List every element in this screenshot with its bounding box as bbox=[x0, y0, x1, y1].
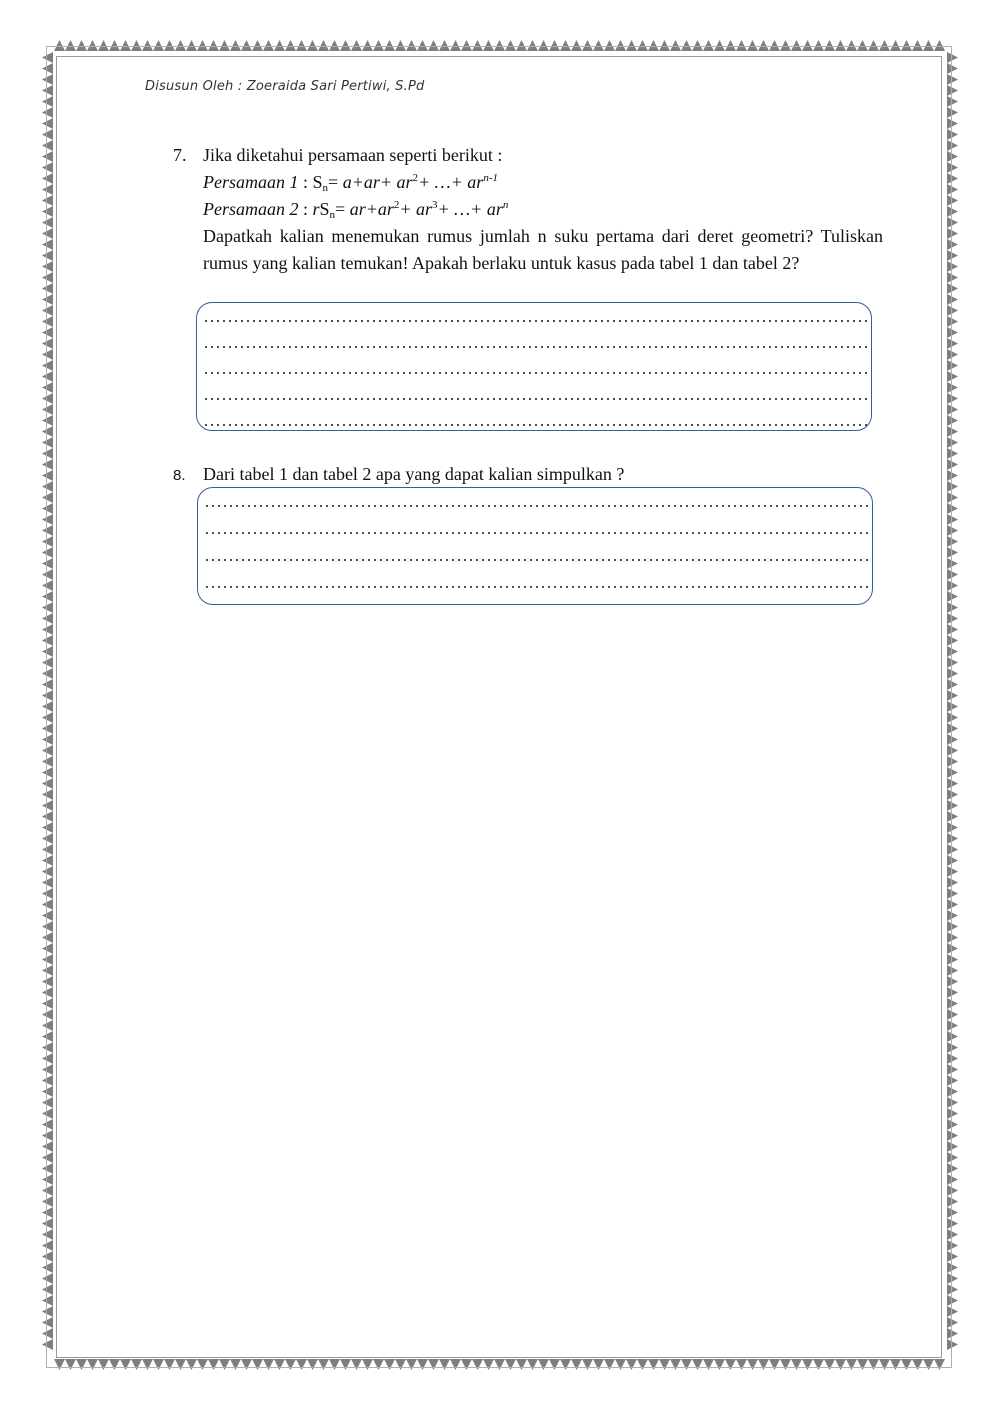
answer-dotted-line bbox=[203, 346, 867, 348]
answer-dotted-line bbox=[203, 320, 867, 322]
q7-intro-line bbox=[173, 142, 883, 169]
eq2-separator: : bbox=[298, 199, 313, 219]
question-8 bbox=[173, 461, 883, 489]
eq1-label: Persamaan 1 bbox=[203, 172, 299, 192]
eq1-exp-2: 2 bbox=[412, 172, 418, 184]
eq2-terms-a: ar+ar bbox=[349, 199, 394, 219]
q7-intro: Jika diketahui persamaan seperti berikut : bbox=[203, 145, 503, 165]
eq2-exp-3: 3 bbox=[432, 199, 438, 211]
answer-dotted-line bbox=[203, 398, 867, 400]
answer-dotted-line bbox=[203, 372, 867, 374]
eq2-exp-n: n bbox=[502, 199, 509, 211]
author-note: Disusun Oleh : Zoeraida Sari Pertiwi, S.Pd bbox=[145, 79, 425, 94]
q8-number: 8. bbox=[173, 467, 186, 484]
eq2-terms-b: + ar bbox=[399, 199, 433, 219]
eq1-terms-a: a+ar+ ar bbox=[342, 172, 413, 192]
answer-dotted-line bbox=[204, 532, 868, 534]
q7-number: 7. bbox=[173, 145, 187, 165]
q7-answer-box[interactable] bbox=[196, 302, 872, 431]
eq2-r: r bbox=[312, 199, 320, 219]
answer-dotted-line bbox=[203, 424, 867, 426]
question-7 bbox=[173, 142, 883, 277]
eq2-s: S bbox=[319, 199, 330, 219]
answer-dotted-line bbox=[204, 559, 868, 561]
q7-question: Dapatkah kalian menemukan rumus jumlah n suku pertama dari deret geometri? Tuliskan rumus yang kalian temukan! Apakah berlaku untuk kasus pada tabel 1 dan tabel 2? bbox=[203, 226, 883, 273]
eq2-exp-2: 2 bbox=[393, 199, 400, 211]
eq1-equals: = bbox=[328, 172, 343, 192]
eq2-terms-c: + …+ ar bbox=[437, 199, 503, 219]
answer-dotted-line bbox=[204, 505, 868, 507]
answer-dotted-line bbox=[204, 586, 868, 588]
eq1-s: S bbox=[312, 172, 323, 192]
q8-answer-box[interactable] bbox=[197, 487, 873, 605]
eq1-exp-n: n-1 bbox=[483, 172, 498, 184]
equation-1 bbox=[203, 169, 883, 196]
eq1-terms-b: + …+ ar bbox=[418, 172, 484, 192]
eq2-equals: = bbox=[335, 199, 350, 219]
eq1-separator: : bbox=[298, 172, 313, 192]
eq2-label: Persamaan 2 bbox=[203, 199, 299, 219]
q8-question: Dari tabel 1 dan tabel 2 apa yang dapat kalian simpulkan ? bbox=[203, 464, 625, 484]
equation-2 bbox=[203, 196, 883, 223]
eq2-sub-n: n bbox=[329, 209, 336, 221]
eq1-sub-n: n bbox=[322, 182, 329, 194]
